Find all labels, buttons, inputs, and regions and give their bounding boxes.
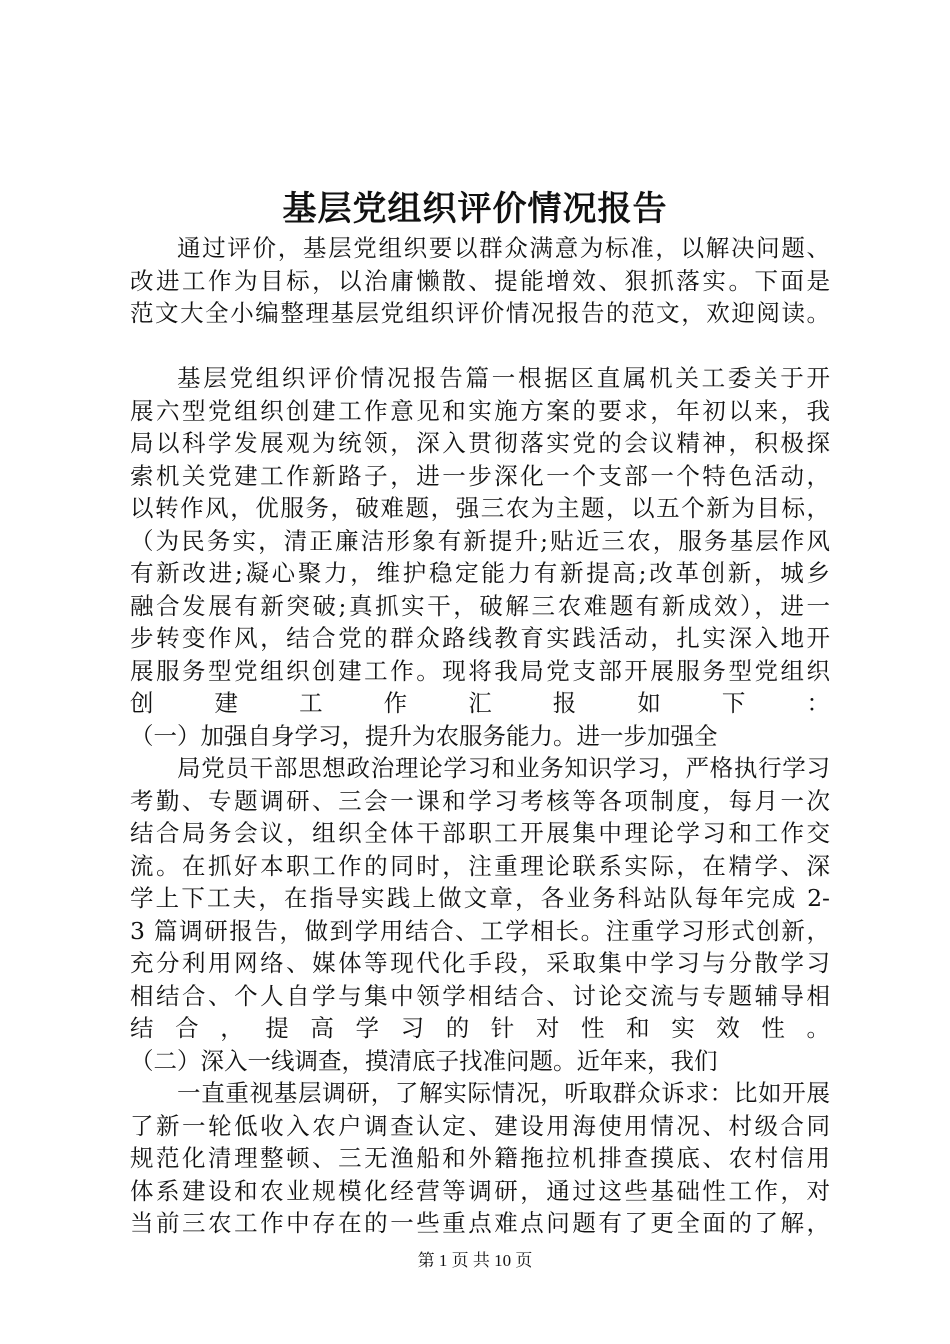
text-line: 索机关党建工作新路子，进一步深化一个支部一个特色活动，: [130, 461, 830, 490]
text-line: 步转变作风，结合党的群众路线教育实践活动，扎实深入地开: [130, 624, 830, 652]
text-line: 创建工作汇报如下：: [130, 689, 830, 717]
text-line: 流。在抓好本职工作的同时，注重理论联系实际，在精学、深: [130, 851, 830, 880]
text-line: 规范化清理整顿、三无渔船和外籍拖拉机排查摸底、农村信用: [130, 1144, 830, 1172]
text-line: 学上下工夫，在指导实践上做文章，各业务科站队每年完成 2-: [130, 884, 830, 912]
text-line: （一）加强自身学习，提升为农服务能力。进一步加强全: [130, 721, 718, 750]
text-line: 改进工作为目标，以治庸懒散、提能增效、狠抓落实。下面是: [130, 266, 830, 295]
text-line: 融合发展有新突破;真抓实干，破解三农难题有新成效），进一: [130, 591, 830, 620]
text-line: 3 篇调研报告，做到学用结合、工学相长。注重学习形式创新，: [130, 916, 830, 945]
text-line: 结合局务会议，组织全体干部职工开展集中理论学习和工作交: [130, 819, 830, 847]
text-line: 相结合、个人自学与集中领学相结合、讨论交流与专题辅导相: [130, 981, 830, 1010]
document-title: 基层党组织评价情况报告: [282, 189, 668, 229]
text-line: （二）深入一线调查，摸清底子找准问题。近年来，我们: [130, 1046, 718, 1075]
page-number-footer: 第 1 页 共 10 页: [417, 1251, 533, 1270]
text-line: 范文大全小编整理基层党组织评价情况报告的范文，欢迎阅读。: [130, 299, 830, 327]
text-line: 局党员干部思想政治理论学习和业务知识学习，严格执行学习: [177, 754, 830, 782]
text-line: 当前三农工作中存在的一些重点难点问题有了更全面的了解，: [130, 1209, 830, 1237]
text-line: 局以科学发展观为统领，深入贯彻落实党的会议精神，积极探: [130, 429, 830, 457]
text-line: 通过评价，基层党组织要以群众满意为标准，以解决问题、: [177, 234, 830, 262]
text-line: 充分利用网络、媒体等现代化手段，采取集中学习与分散学习: [130, 949, 830, 977]
text-line: 展六型党组织创建工作意见和实施方案的要求，年初以来，我: [130, 396, 830, 425]
paragraph-gap: [130, 330, 830, 363]
text-line: （为民务实，清正廉洁形象有新提升;贴近三农，服务基层作风: [130, 526, 830, 555]
text-line: 一直重视基层调研，了解实际情况，听取群众诉求：比如开展: [177, 1079, 830, 1107]
text-line: 以转作风，优服务，破难题，强三农为主题，以五个新为目标，: [130, 494, 830, 522]
text-line: 考勤、专题调研、三会一课和学习考核等各项制度，每月一次: [130, 786, 830, 815]
text-line: 基层党组织评价情况报告篇一根据区直属机关工委关于开: [177, 364, 830, 392]
text-line: 展服务型党组织创建工作。现将我局党支部开展服务型党组织: [130, 656, 830, 685]
text-line: 结合，提高学习的针对性和实效性。: [130, 1014, 830, 1042]
text-line: 有新改进;凝心聚力，维护稳定能力有新提高;改革创新，城乡: [130, 559, 830, 587]
text-line: 体系建设和农业规模化经营等调研，通过这些基础性工作，对: [130, 1176, 830, 1205]
text-line: 了新一轮低收入农户调查认定、建设用海使用情况、村级合同: [130, 1111, 830, 1140]
document-body: [130, 232, 830, 1240]
